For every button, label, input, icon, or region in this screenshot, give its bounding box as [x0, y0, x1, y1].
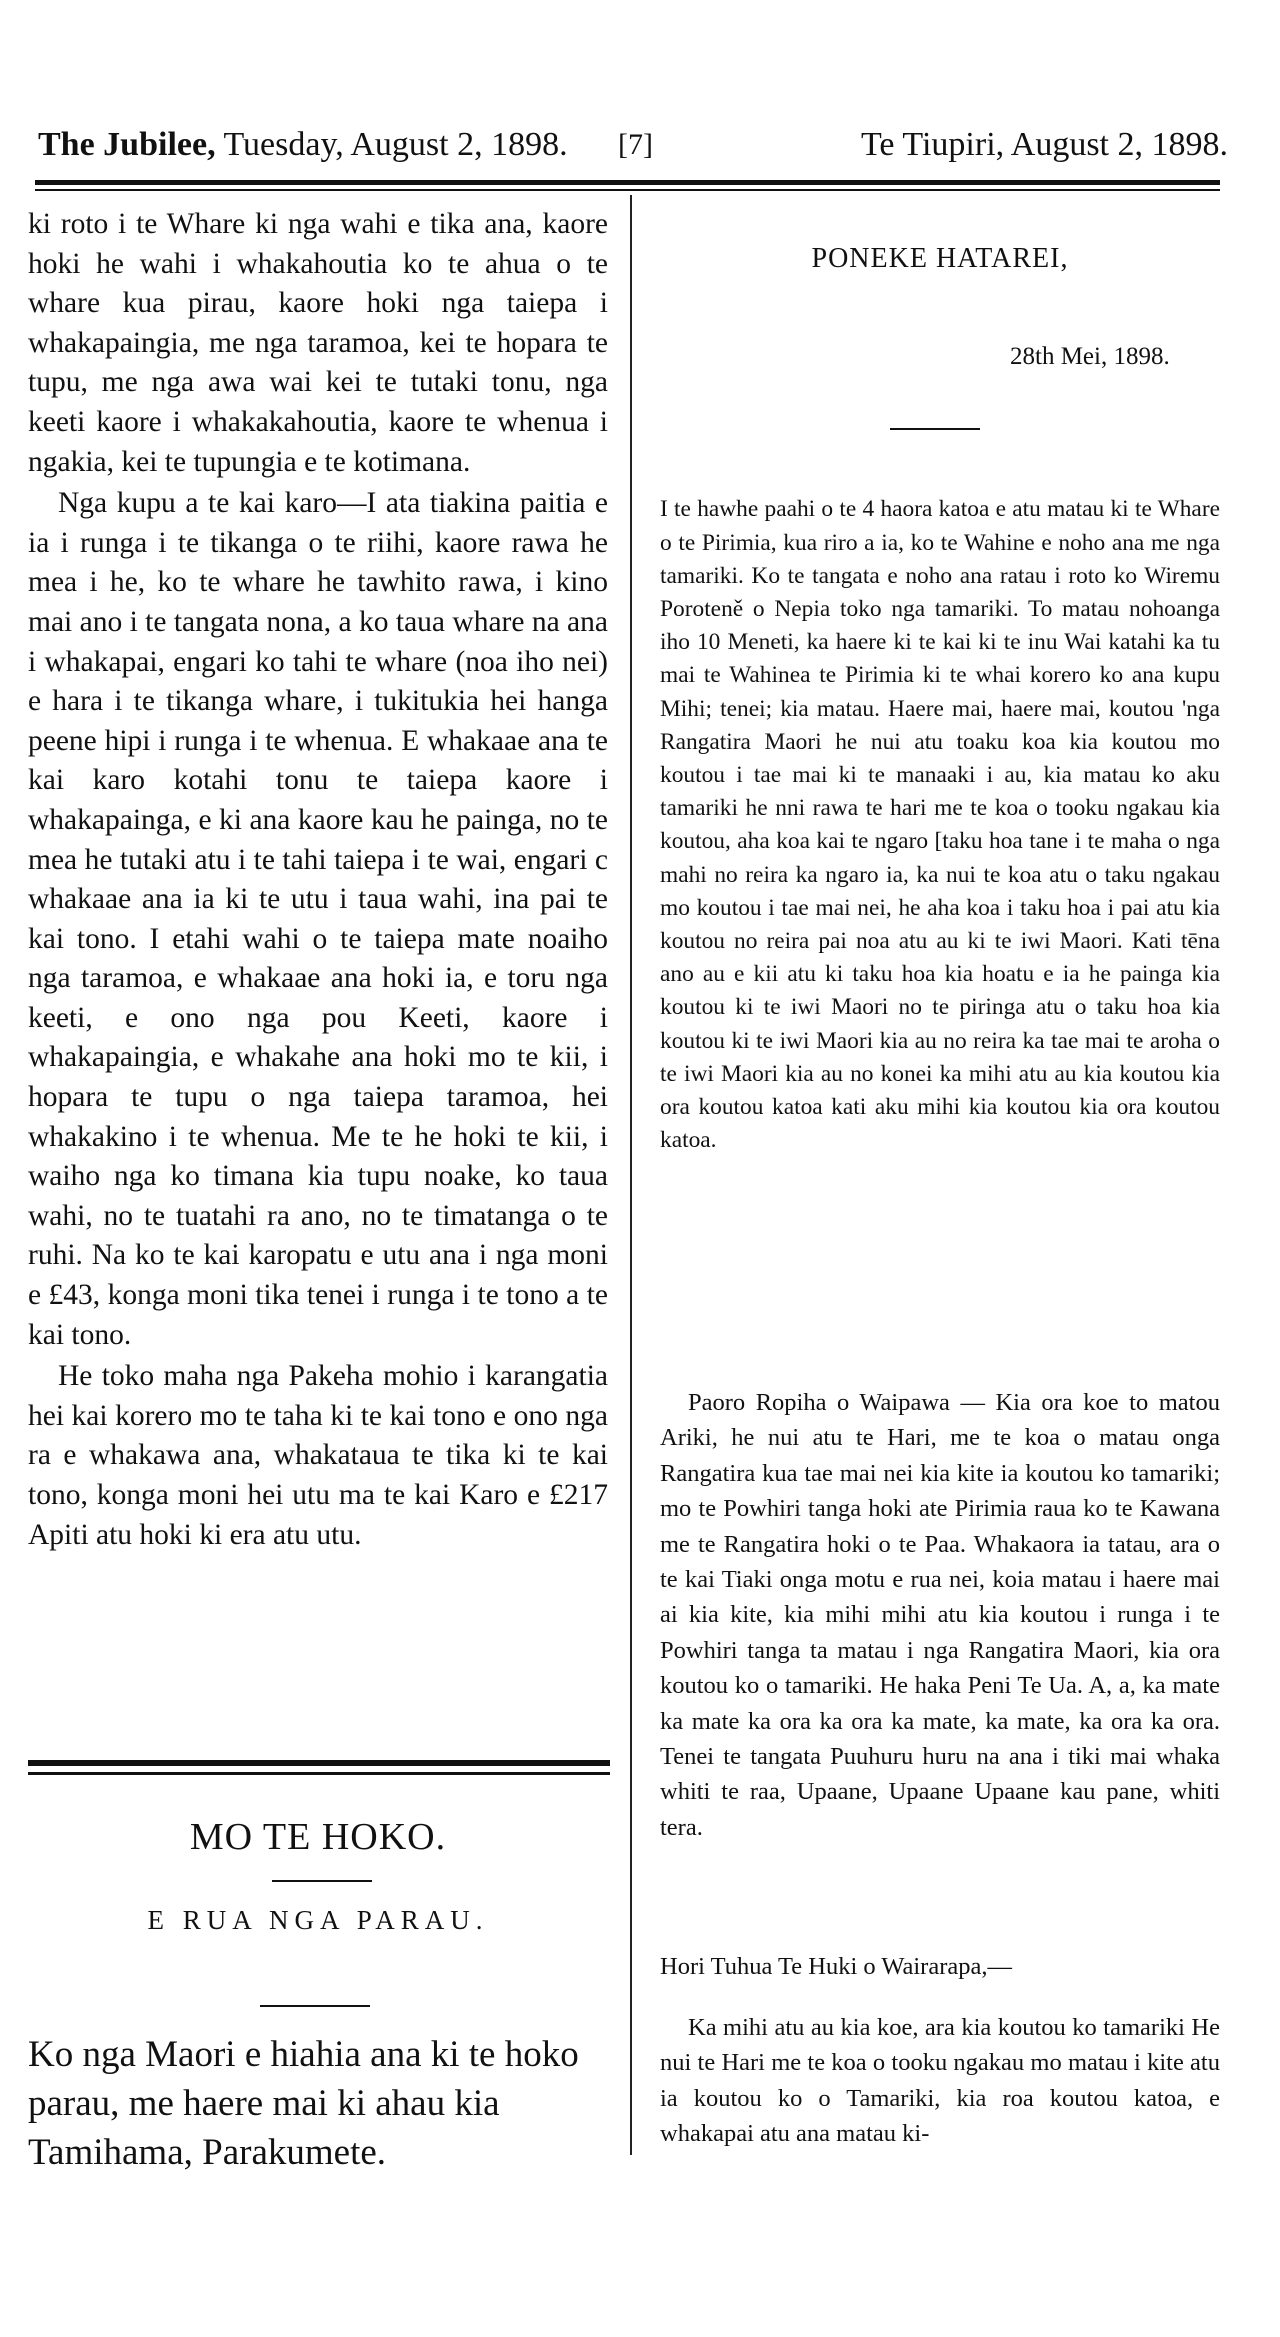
right-column-rule	[890, 428, 980, 430]
left-paragraph-2: Nga kupu a te kai karo—I ata tiakina paitia e ia i runga i te tikanga o te riihi, kaore rawa he mea i he, ko te whare he tawhito rawa, i kino mai ano i te tangata nona, a ko taua whare na ana i whakapai, engari ko tahi te whare (noa iho nei) e hara i te tikanga whare, i tukitukia hei hanga peene hipi i runga i te whenua. E whakaae ana te kai karo kotahi tonu te taiepa kaore i whakapainga, e ki ana kaore kau he painga, no te mea he tutaki atu i te tahi taiepa i te wai, engari c whakaae ana ia ki te utu i taua wahi, ina pai te kai tono. I etahi wahi o te taiepa mate noaiho nga taramoa, e whakaae ana hoki ia, e toru nga keeti, e ono nga pou Keeti, kaore i whakapaingia, e whakahe ana hoki mo te kii, i hopara te tupu o nga taiepa taramoa, hei whakakino i te whenua. Me te he hoki te kii, i waiho nga ko timana kia tupu noake, ko taua wahi, no te tuatahi ra ano, no te timatanga o te ruhi. Na ko te kai karopatu e utu ana i nga moni e £43, konga moni tika tenei i runga i te tono a te kai tono.	[28, 487, 608, 1351]
advertisement-rule-2	[260, 2005, 370, 2007]
left-column	[28, 205, 608, 1555]
page-number: [7]	[618, 128, 653, 161]
section-rule-thick	[28, 1760, 610, 1766]
page-header	[28, 112, 1228, 172]
advertisement-subtitle: E RUA NGA PARAU.	[147, 1905, 489, 1935]
left-paragraph-3: He toko maha nga Pakeha mohio i karangatia hei kai korero mo te taha ki te kai tono e ono nga ra e whakawa ana, whakataua te tika ki te kai tono, konga moni hei utu ma te kai Karo e £217 Apiti atu hoki ki era atu utu.	[28, 1360, 608, 1551]
advertisement-title: MO TE HOKO.	[189, 1816, 447, 1858]
right-column-date: 28th Mei, 1898.	[1010, 343, 1170, 370]
column-divider	[630, 195, 632, 2155]
right-paragraph-1	[660, 470, 1220, 1181]
paper-name: The Jubilee,	[38, 126, 216, 163]
advertisement-rule-1	[272, 1880, 372, 1882]
header-left-date: Tuesday, August 2, 1898.	[215, 126, 568, 163]
header-rule-thick	[35, 180, 1220, 185]
right-paragraph-2	[660, 1385, 1220, 1845]
right-signature: Hori Tuhua Te Huki o Wairarapa,—	[660, 1953, 1012, 1980]
header-rule-thin	[35, 189, 1220, 191]
header-left	[38, 126, 568, 164]
section-rule-thin	[28, 1772, 610, 1775]
right-paragraph-1-text: I te hawhe paahi o te 4 haora katoa e atu matau ki te Whare o te Pirimia, kua riro a ia, ko te Wahine e noho ana me nga tamariki. Ko te tangata e noho ana ratau i roto ko Wiremu Poroteně o Nepia toko nga tamariki. To matau nohoanga iho 10 Meneti, ka haere ki te kai ki te inu Wai katahi ka tu mai te Wahinea te Pirimia ki te whai korero ko ana kupu Mihi; tenei; kia matau. Haere mai, haere mai, koutou 'nga Rangatira Maori he nui atu toaku koa kia koutou mo koutou i tae mai ki te manaaki i au, kia matau ko aku tamariki he nni rawa te hari me te koa o tooku ngakau kia koutou, aha koa kai te ngaro [taku hoa tane i te maha o nga mahi no reira ka ngaro ia, ka nui te koa atu o taku ngakau mo koutou i tae mai nei, he aha koa i taku hoa i pai atu kia koutou no reira pai noa atu au ki te iwi Maori. Kati tēna ano au e kii atu ki taku hoa kia hoatu e ia he painga kia koutou ki te iwi Maori no te piringa atu o taku hoa kia koutou ki te iwi Maori kia au no reira ka tae mai te aroha o te iwi Maori kia au no konei ka mihi atu au kia koutou kia ora koutou katoa kati aku mihi kia koutou kia ora koutou katoa.	[660, 496, 1220, 1154]
right-paragraph-3	[660, 2010, 1220, 2152]
right-paragraph-2-text: Paoro Ropiha o Waipawa — Kia ora koe to matou Ariki, he nui atu te Hari, me te koa o matau onga Rangatira kua tae mai nei kia kite ia koutou ko tamariki; mo te Powhiri tanga hoki ate Pirimia raua ko te Kawana me te Rangatira hoki o te Paa. Whakaora ia tatau, ara o te kai Tiaki onga motu e rua nei, koia matau i haere mai ai kia kite, kia mihi mihi atu kia koutou i runga i te Powhiri tanga ta matau i nga Rangatira Maori, kia ora koutou ko o tamariki. He haka Peni Te Ua. A, a, ka mate ka mate ka ora ka ora ka mate, ka mate, ka ora ka ora. Tenei te tangata Puuhuru huru na ana i tiki mai whaka whiti te raa, Upaane, Upaane Upaane kau pane, whiti tera.	[660, 1389, 1220, 1841]
left-paragraph-1: ki roto i te Whare ki nga wahi e tika ana, kaore hoki he wahi i whakahoutia ko te ahua o te whare kua pirau, kaore hoki nga taiepa i whakapaingia, me nga taramoa, kei te hopara te tupu, me nga awa wai kei te tutaki tonu, nga keeti kaore i whakakahoutia, kaore te whenua i ngakia, kei te tupungia e te kotimana.	[28, 208, 608, 478]
right-paragraph-3-text: Ka mihi atu au kia koe, ara kia koutou ko tamariki He nui te Hari me te koa o tooku ngakau mo matau i kite atu ia koutou ko o Tamariki, kia roa koutou katoa, e whakapai atu ana matau ki-	[660, 2014, 1220, 2148]
right-column-title: PONEKE HATAREI,	[811, 243, 1069, 274]
advertisement-body: Ko nga Maori e hiahia ana ki te hoko parau, me haere mai ki ahau kia Tamihama, Parakumete.	[28, 2034, 579, 2173]
header-right-date: Te Tiupiri, August 2, 1898.	[861, 126, 1228, 163]
